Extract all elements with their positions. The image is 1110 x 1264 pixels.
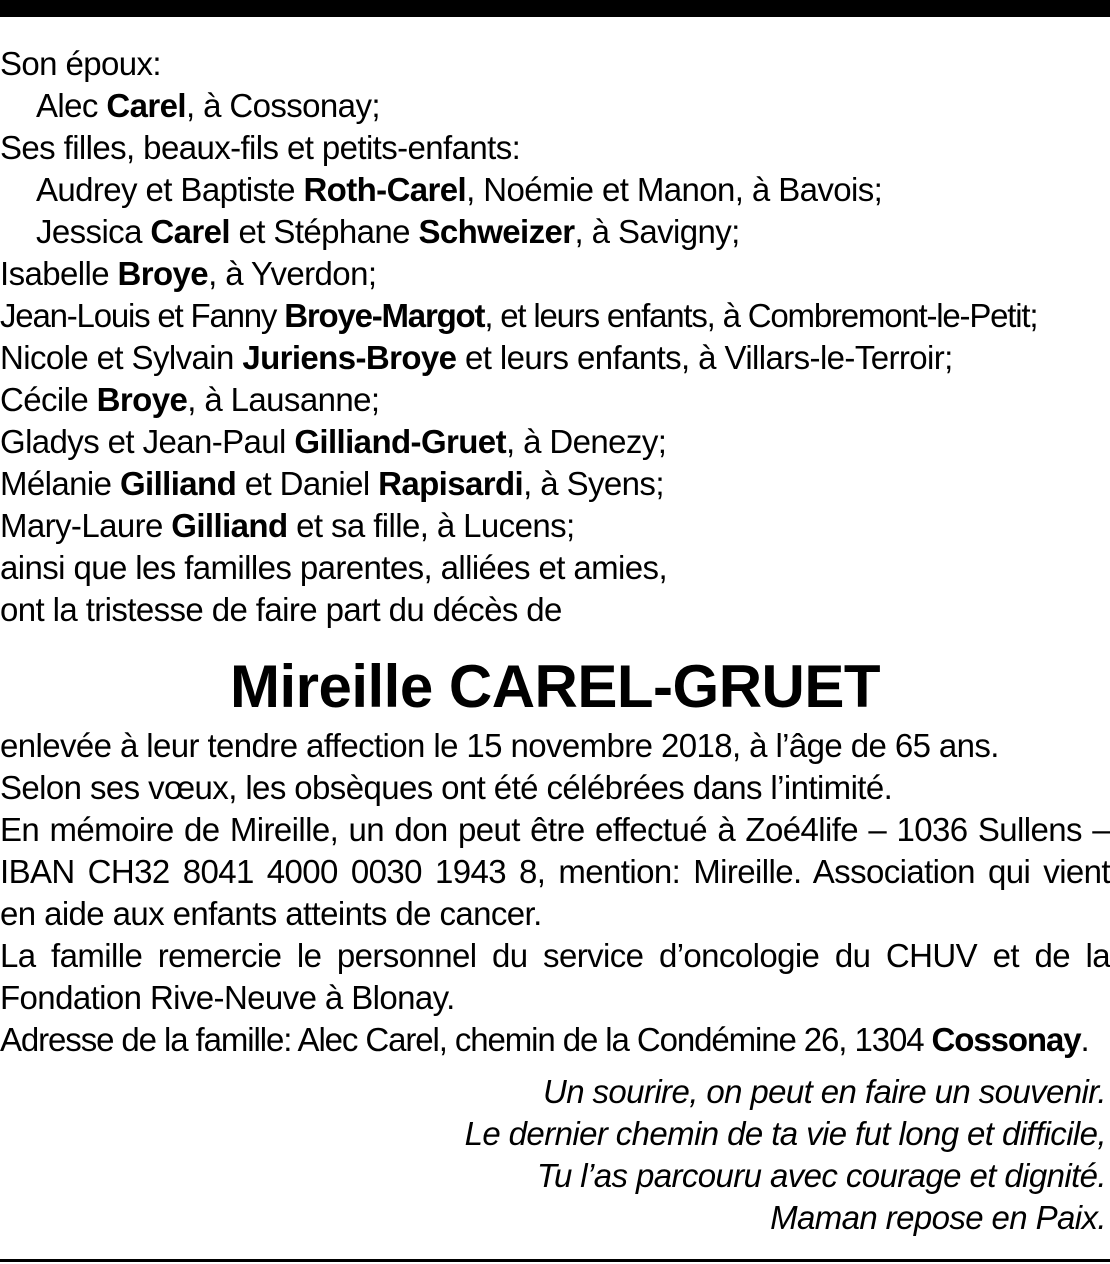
- detail-line-4: IBAN CH32 8041 4000 0030 1943 8, mention: Mireille. Association qui vient: [0, 853, 1110, 890]
- detail-line-2: Selon ses vœux, les obsèques ont été célébrées dans l’intimité.: [0, 769, 893, 806]
- child1-surname: Roth-Carel: [303, 171, 467, 208]
- rel1-rest: , à Yverdon;: [208, 255, 377, 292]
- rel2-given: Jean-Louis et Fanny: [0, 297, 285, 334]
- bottom-border-rule: [0, 1259, 1110, 1262]
- closing-line-2: ont la tristesse de faire part du décès de: [0, 591, 562, 628]
- spouse-given: Alec: [36, 87, 107, 124]
- spouse-surname: Carel: [106, 87, 186, 124]
- child2-surname2: Schweizer: [418, 213, 575, 250]
- poem-line-1: Un sourire, on peut en faire un souvenir.: [542, 1073, 1106, 1110]
- relative-entry-2: [0, 295, 1110, 337]
- child2-surname: Carel: [150, 213, 230, 250]
- rel1-surname: Broye: [117, 255, 209, 292]
- rel6-rest: , à Syens;: [523, 465, 664, 502]
- detail-line-6: La famille remercie le personnel du service d’oncologie du CHUV et de la: [0, 937, 1110, 974]
- detail-line-7: Fondation Rive-Neuve à Blonay.: [0, 979, 455, 1016]
- rel4-rest: , à Lausanne;: [187, 381, 380, 418]
- family-address: [0, 1019, 1110, 1061]
- rel5-rest: , à Denezy;: [505, 423, 667, 460]
- rel5-surname: Gilliand-Gruet: [294, 423, 506, 460]
- spouse-heading: Son époux:: [0, 45, 161, 82]
- closing-line-1: ainsi que les familles parentes, alliées et amies,: [0, 549, 668, 586]
- detail-line-3: En mémoire de Mireille, un don peut être effectué à Zoé4life – 1036 Sullens –: [0, 811, 1110, 848]
- rel7-rest: et sa fille, à Lucens;: [287, 507, 575, 544]
- rel3-rest: et leurs enfants, à Villars-le-Terroir;: [456, 339, 953, 376]
- detail-line-1: enlevée à leur tendre affection le 15 novembre 2018, à l’âge de 65 ans.: [0, 727, 999, 764]
- deceased-name: Mireille CAREL-GRUET: [229, 653, 881, 720]
- rel4-surname: Broye: [96, 381, 188, 418]
- relative-entry-6: [0, 463, 1110, 505]
- rel5-given: Gladys et Jean-Paul: [0, 423, 295, 460]
- relative-entry-3: [0, 337, 1110, 379]
- relative-entry-4: [0, 379, 1110, 421]
- poem-line-4: Maman repose en Paix.: [770, 1199, 1106, 1236]
- rel3-surname: Juriens-Broye: [242, 339, 457, 376]
- child-entry-1: [0, 169, 1110, 211]
- rel1-given: Isabelle: [0, 255, 118, 292]
- poem-line-3: Tu l’as parcouru avec courage et dignité.: [536, 1157, 1106, 1194]
- rel6-given: Mélanie: [0, 465, 120, 502]
- relative-entry-5: [0, 421, 1110, 463]
- rel4-given: Cécile: [0, 381, 97, 418]
- address-text: Adresse de la famille: Alec Carel, chemin de la Condémine 26, 1304: [0, 1021, 932, 1058]
- relative-entry-1: [0, 253, 1110, 295]
- child1-rest: , Noémie et Manon, à Bavois;: [466, 171, 883, 208]
- rel6-surname2: Rapisardi: [378, 465, 524, 502]
- child2-rest: , à Savigny;: [574, 213, 740, 250]
- rel2-surname: Broye-Margot: [284, 297, 485, 334]
- detail-line-5: en aide aux enfants atteints de cancer.: [0, 895, 542, 932]
- memorial-poem: [6, 1071, 1106, 1239]
- rel6-mid: et Daniel: [236, 465, 379, 502]
- rel2-rest: , et leurs enfants, à Combremont-le-Petit;: [484, 297, 1038, 334]
- rel7-given: Mary-Laure: [0, 507, 172, 544]
- child2-mid: et Stéphane: [229, 213, 419, 250]
- rel6-surname: Gilliand: [119, 465, 237, 502]
- relative-entry-7: [0, 505, 1110, 547]
- children-heading: Ses filles, beaux-fils et petits-enfants:: [0, 129, 521, 166]
- top-border-rule: [0, 0, 1110, 17]
- child1-given: Audrey et Baptiste: [36, 171, 304, 208]
- poem-line-2: Le dernier chemin de ta vie fut long et difficile,: [464, 1115, 1106, 1152]
- rel3-given: Nicole et Sylvain: [0, 339, 243, 376]
- child2-given: Jessica: [36, 213, 151, 250]
- address-city: Cossonay: [931, 1021, 1081, 1058]
- child-entry-2: [0, 211, 1110, 253]
- death-notice-body: [0, 43, 1110, 1061]
- spouse-place: , à Cossonay;: [185, 87, 380, 124]
- spouse-entry: [0, 85, 1110, 127]
- rel7-surname: Gilliand: [171, 507, 288, 544]
- address-end: .: [1080, 1021, 1089, 1058]
